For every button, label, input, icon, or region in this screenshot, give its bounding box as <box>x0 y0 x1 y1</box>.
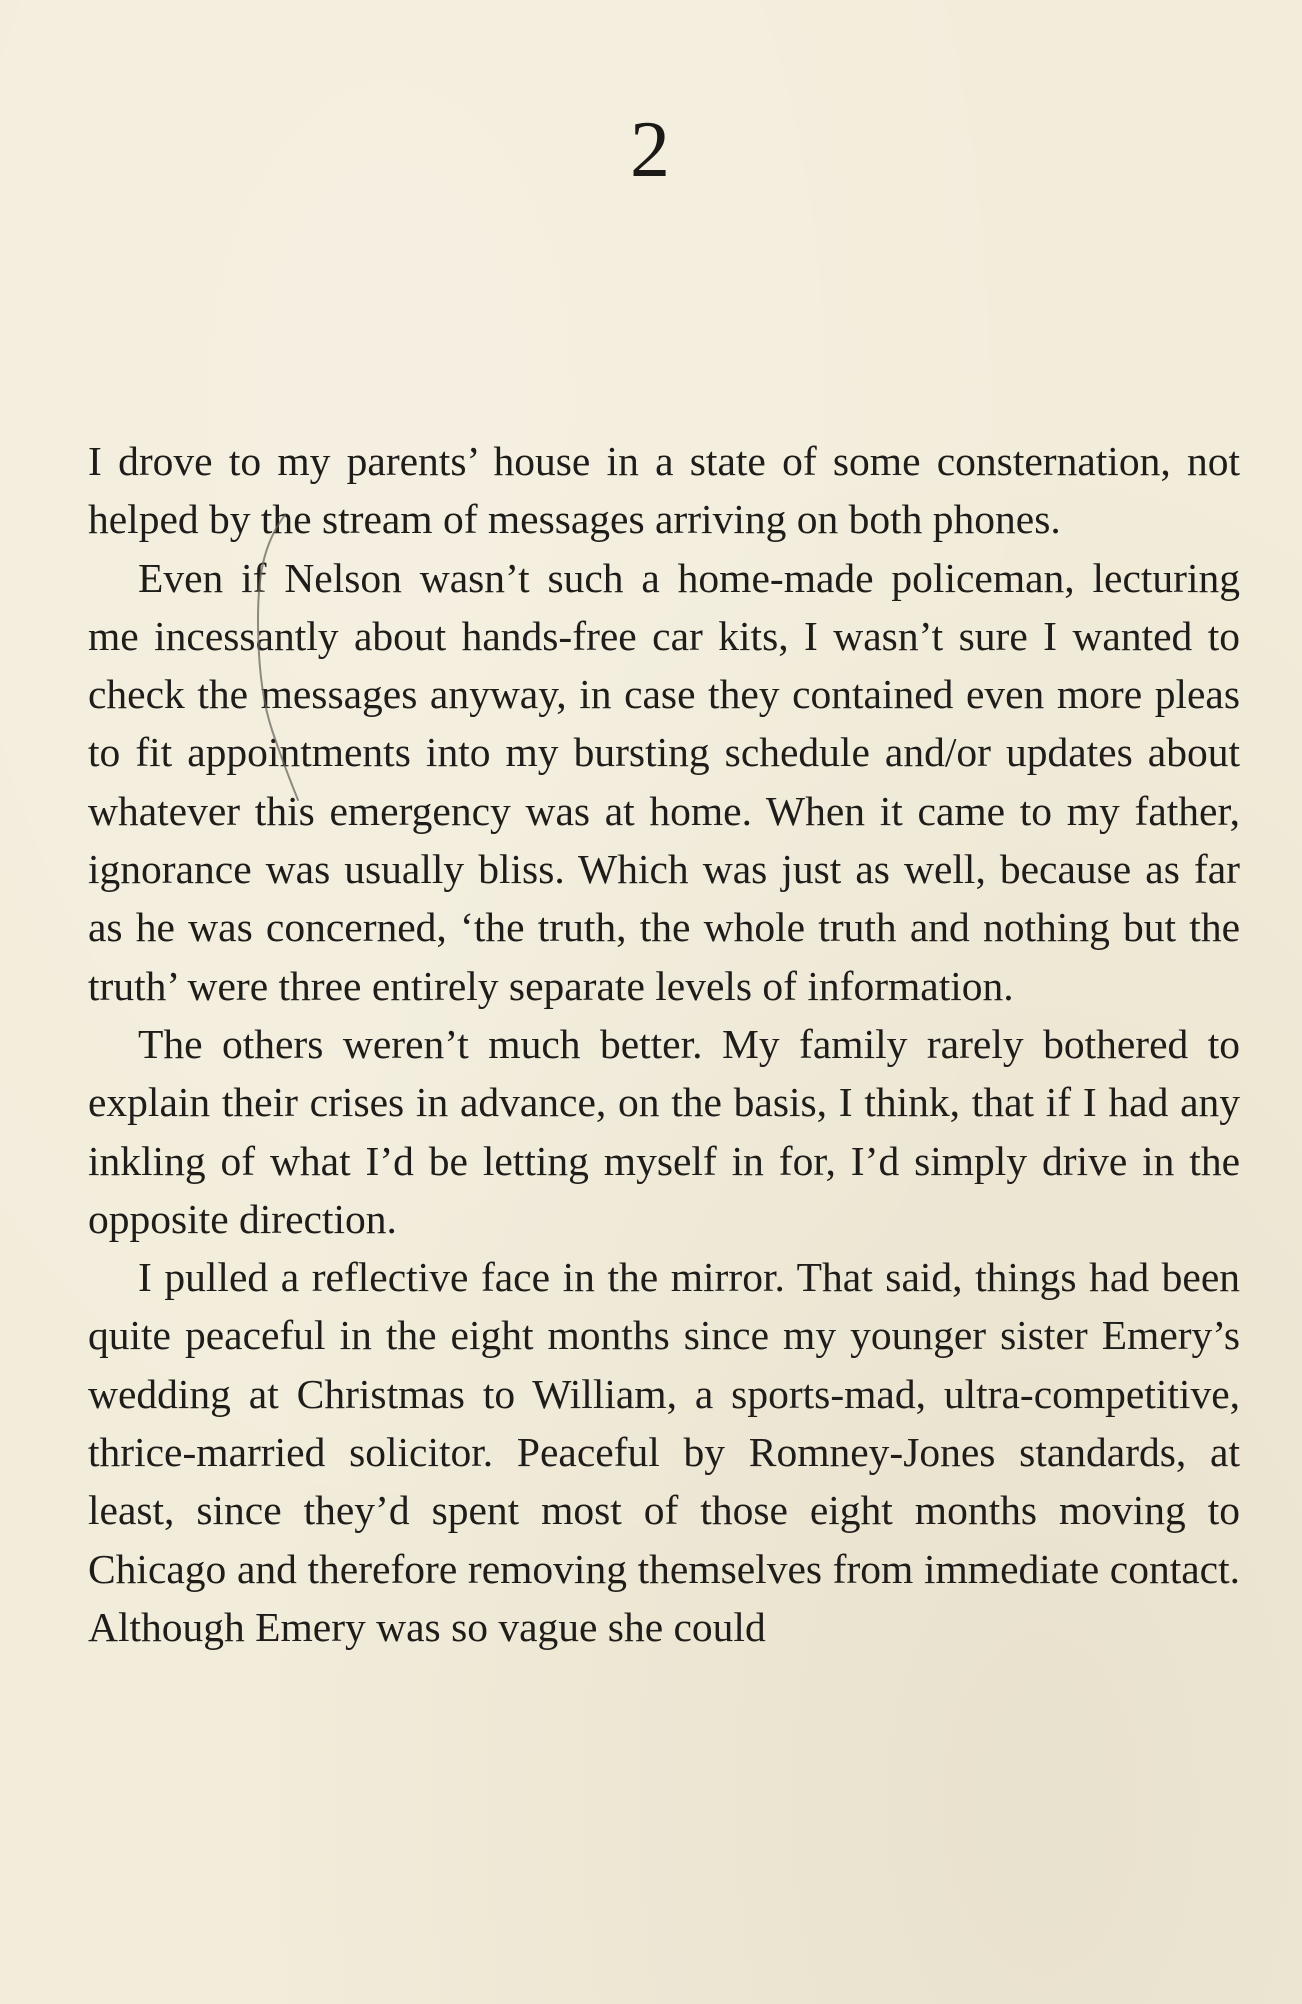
chapter-body <box>88 432 1240 1656</box>
chapter-number: 2 <box>630 106 672 194</box>
paragraph-2: Even if Nelson wasn’t such a home-made policeman, lecturing me incessantly about hands-free car kits, I wasn’t sure I wanted to check the messages anyway, in case they contained even more pleas to fit appointments into my bursting schedule and/or updates about whatever this emergency was at home. When it came to my father, ignorance was usually bliss. Which was just as well, because as far as he was concerned, ‘the truth, the whole truth and nothing but the truth’ were three entirely separate levels of information. <box>88 554 1240 1009</box>
paragraph-4: I pulled a reflective face in the mirror. That said, things had been quite peaceful in the eight months since my younger sister Emery’s wedding at Christmas to William, a sports-mad, ultra-competitive, thrice-married solicitor. Peaceful by Romney-Jones standards, at least, since they’d spent most of those eight months moving to Chicago and therefore removing themselves from immediate contact. Although Emery was so vague she could <box>88 1254 1240 1650</box>
reverse-side-bleed-through <box>90 10 1240 430</box>
paragraph-3: The others weren’t much better. My family rarely bothered to explain their crises in advance, on the basis, I think, that if I had any inkling of what I’d be letting myself in for, I’d simply drive in the opposite direction. <box>88 1020 1240 1242</box>
paragraph-1: I drove to my parents’ house in a state of some consternation, not helped by the stream of messages arriving on both phones. <box>88 438 1240 543</box>
